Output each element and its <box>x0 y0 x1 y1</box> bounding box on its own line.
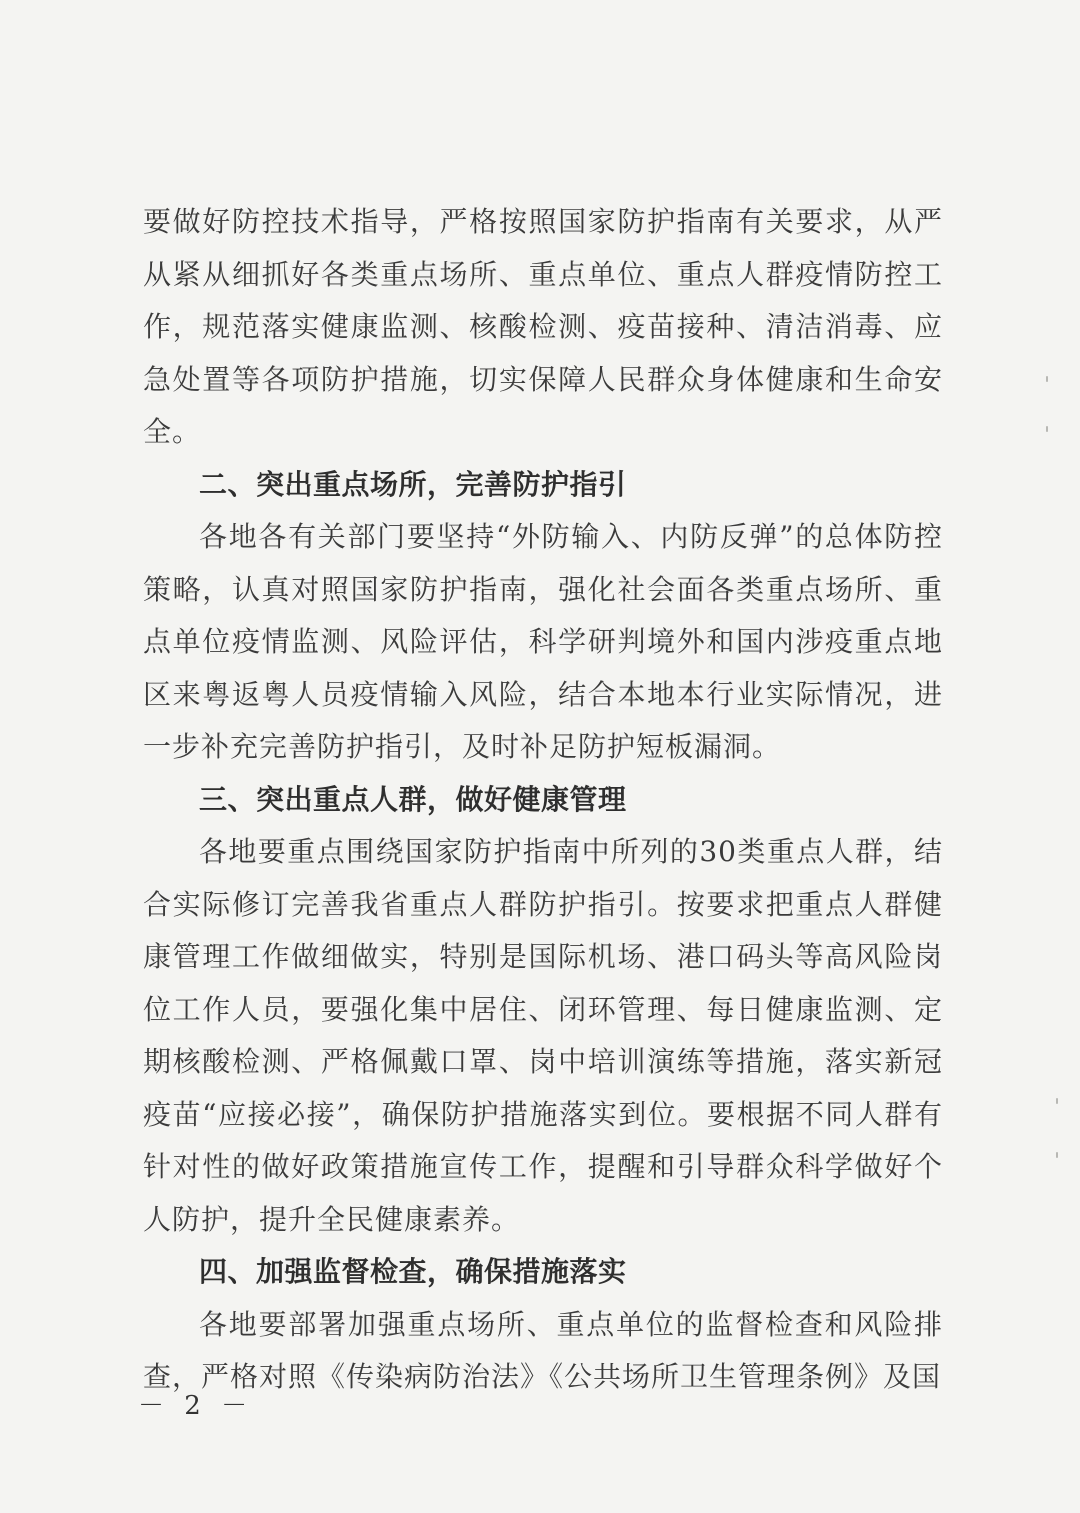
document-body <box>143 196 943 1404</box>
scan-speck <box>1056 1098 1058 1104</box>
page-number: － 2 － <box>138 1391 254 1421</box>
paragraph-section-3: 各地要重点围绕国家防护指南中所列的30类重点人群，结合实际修订完善我省重点人群防护指引。按要求把重点人群健康管理工作做细做实，特别是国际机场、港口码头等高风险岗位工作人员，要强化集中居住、闭环管理、每日健康监测、定期核酸检测、严格佩戴口罩、岗中培训演练等措施，落实新冠疫苗“应接必接”，确保防护措施落实到位。要根据不同人群有针对性的做好政策措施宣传工作，提醒和引导群众科学做好个人防护，提升全民健康素养。 <box>143 835 943 1236</box>
scan-speck <box>1046 376 1048 382</box>
paragraph-section-4: 各地要部署加强重点场所、重点单位的监督检查和风险排查，严格对照《传染病防治法》《公共场所卫生管理条例》及国 <box>143 1307 943 1393</box>
section-heading-2: 二、突出重点场所，完善防护指引 <box>199 467 627 501</box>
paragraph-section-2: 各地各有关部门要坚持“外防输入、内防反弹”的总体防控策略，认真对照国家防护指南，强化社会面各类重点场所、重点单位疫情监测、风险评估，科学研判境外和国内涉疫重点地区来粤返粤人员疫情输入风险，结合本地本行业实际情况，进一步补充完善防护指引，及时补足防护短板漏洞。 <box>143 520 943 763</box>
section-heading-3: 三、突出重点人群，做好健康管理 <box>199 782 627 816</box>
scan-speck <box>1046 426 1048 432</box>
scan-speck <box>1056 1152 1058 1158</box>
section-heading-4: 四、加强监督检查，确保措施落实 <box>199 1255 627 1288</box>
paragraph-continued: 要做好防控技术指导，严格按照国家防护指南有关要求，从严从紧从细抓好各类重点场所、重点单位、重点人群疫情防控工作，规范落实健康监测、核酸检测、疫苗接种、清洁消毒、应急处置等各项防护措施，切实保障人民群众身体健康和生命安全。 <box>143 205 943 448</box>
